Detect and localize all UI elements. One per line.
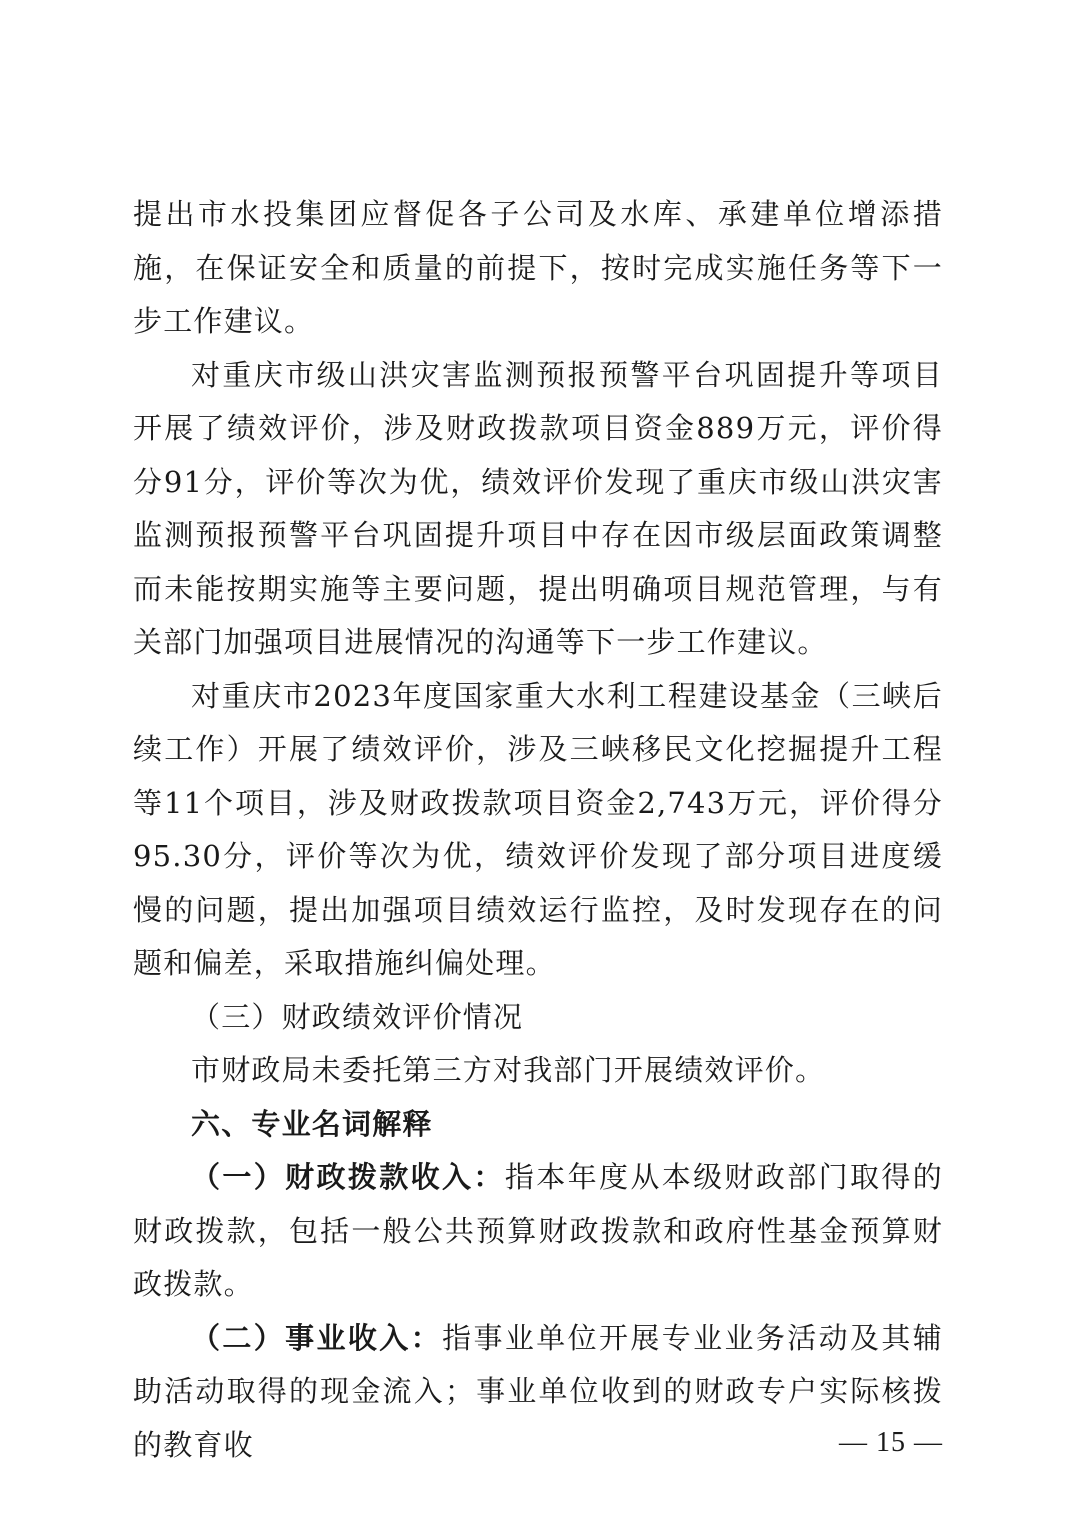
- term-text: 指事业单位开展专业业务活动及其辅助活动取得的现金流入；事业单位收到的财政专户实际核拨的教育收: [133, 1320, 943, 1462]
- paragraph-continuation: 提出市水投集团应督促各子公司及水库、承建单位增添措施，在保证安全和质量的前提下，按时完成实施任务等下一步工作建议。: [133, 197, 943, 338]
- term-text: 指本年度从本级财政部门取得的财政拨款，包括一般公共预算财政拨款和政府性基金预算财政拨款。: [133, 1160, 943, 1301]
- term-definition-fiscal-appropriation: [133, 1151, 943, 1312]
- paragraph-no-third-party: 市财政局未委托第三方对我部门开展绩效评价。: [191, 1053, 826, 1087]
- section-heading-terms: 六、专业名词解释: [191, 1106, 433, 1141]
- document-page: [133, 188, 943, 1472]
- term-definition-business-income: [133, 1312, 943, 1473]
- paragraph-three-gorges-evaluation: 对重庆市2023年度国家重大水利工程建设基金（三峡后续工作）开展了绩效评价，涉及三峡移民文化挖掘提升工程等11个项目，涉及财政拨款项目资金2,743万元，评价得分95.30分，评价等次为优，绩效评价发现了部分项目进度缓慢的问题，提出加强项目绩效运行监控，及时发现存在的问题和偏差，采取措施纠偏处理。: [133, 678, 943, 980]
- paragraph-flood-warning-evaluation: 对重庆市级山洪灾害监测预报预警平台巩固提升等项目开展了绩效评价，涉及财政拨款项目资金889万元，评价得分91分，评价等次为优，绩效评价发现了重庆市级山洪灾害监测预报预警平台巩固提升项目中存在因市级层面政策调整而未能按期实施等主要问题，提出明确项目规范管理，与有关部门加强项目进展情况的沟通等下一步工作建议。: [133, 357, 943, 659]
- page-number: — 15 —: [839, 1427, 943, 1458]
- term-label: （二）事业收入：: [191, 1320, 443, 1355]
- subheading-fiscal-evaluation: （三）财政绩效评价情况: [191, 999, 524, 1034]
- term-label: （一）财政拨款收入：: [191, 1160, 505, 1194]
